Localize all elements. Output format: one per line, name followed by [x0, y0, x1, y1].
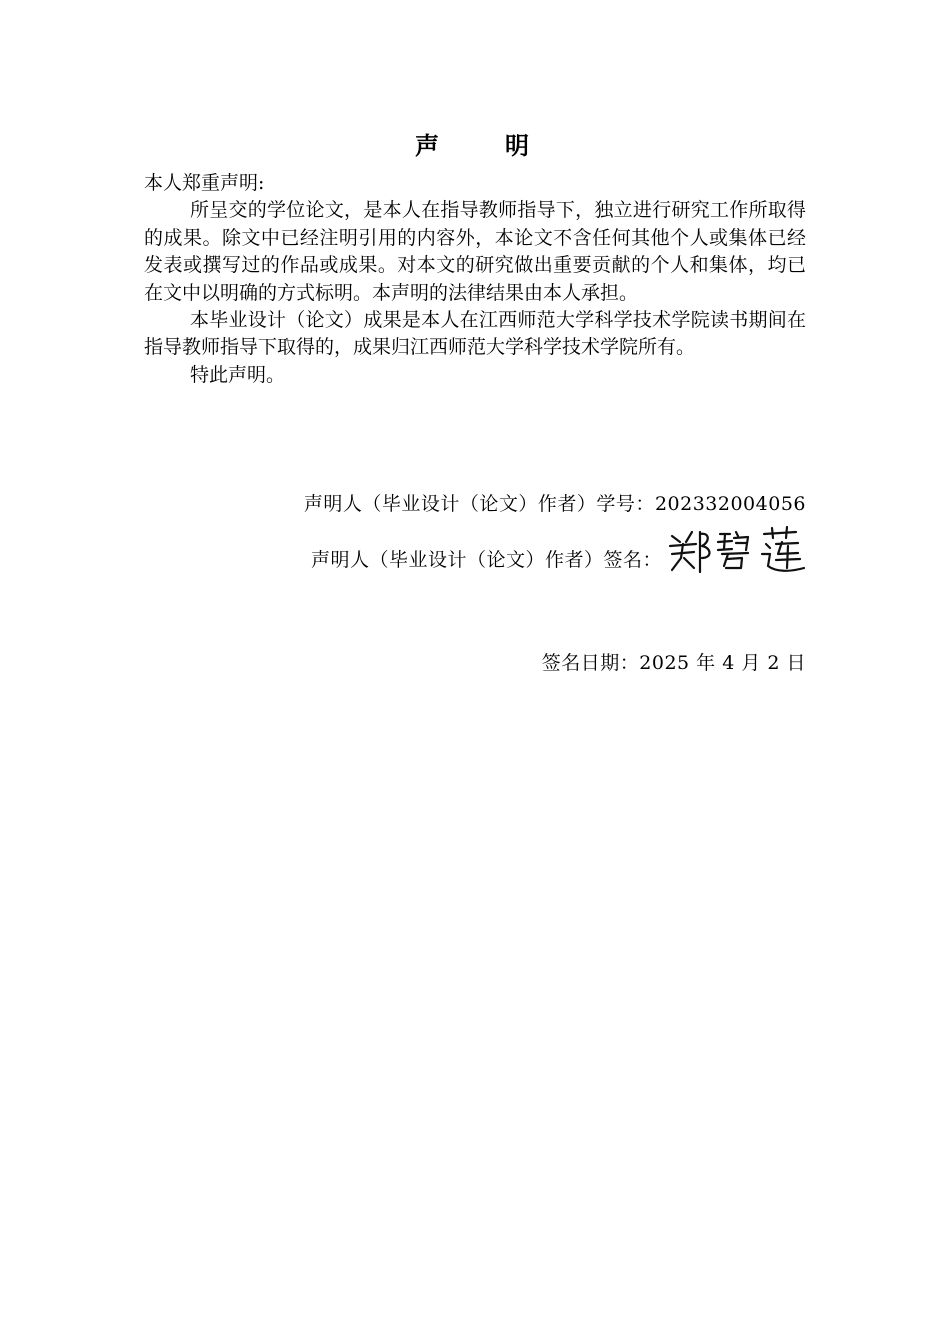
handwritten-signature — [666, 522, 806, 576]
signature-label: 声明人（毕业设计（论文）作者）签名： — [310, 549, 662, 571]
paragraph-closing: 特此声明。 — [190, 363, 286, 386]
paragraph-originality: 所呈交的学位论文，是本人在指导教师指导下，独立进行研究工作所取得的成果。除文中已经注明引用的内容外，本论文不含任何其他个人或集体已经发表或撰写过的作品或成果。对本文的研究做出重要贡献的个人和集体，均已在文中以明确的方式标明。本声明的法律结果由本人承担。 — [144, 199, 806, 304]
signature-line — [311, 545, 806, 576]
date-label: 签名日期： — [541, 652, 640, 674]
page-title — [0, 126, 950, 161]
signing-date-line — [542, 648, 806, 675]
paragraph-ownership: 本毕业设计（论文）成果是本人在江西师范大学科学技术学院读书期间在指导教师指导下取得的，成果归江西师范大学科学技术学院所有。 — [144, 309, 806, 359]
intro-line: 本人郑重声明: — [144, 172, 265, 194]
date-value: 2025 年 4 月 2 日 — [639, 652, 806, 674]
title-char-1: 声 — [415, 132, 445, 160]
student-id-line — [304, 489, 806, 516]
student-id-value: 202332004056 — [654, 493, 806, 515]
declaration-body — [144, 170, 806, 389]
title-char-2: 明 — [505, 132, 535, 160]
student-id-label: 声明人（毕业设计（论文）作者）学号： — [303, 493, 655, 515]
